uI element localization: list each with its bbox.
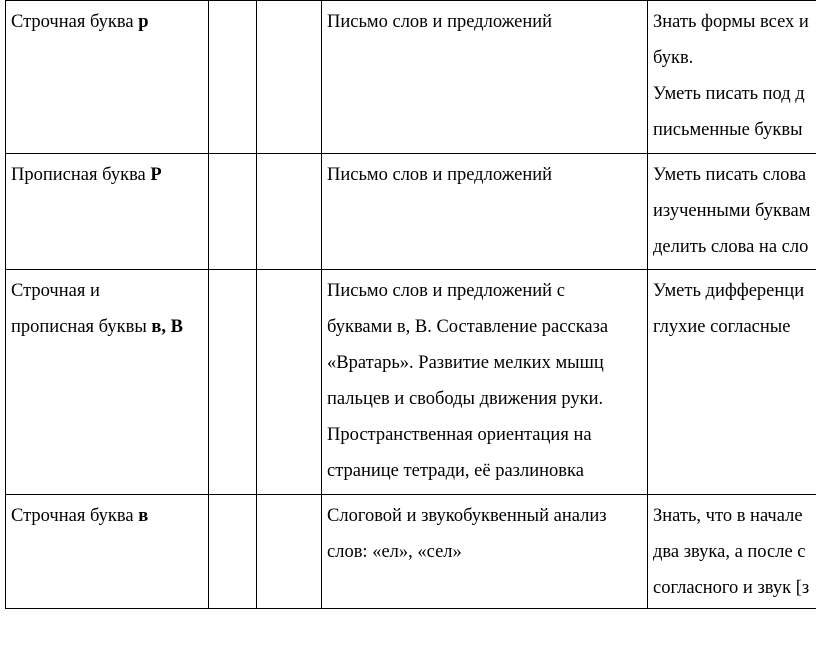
date-cell bbox=[257, 270, 322, 495]
content-line: Письмо слов и предложений bbox=[327, 165, 553, 185]
content-line: Письмо слов и предложений bbox=[327, 12, 553, 32]
topic-cell bbox=[6, 1, 209, 154]
hours-cell bbox=[209, 154, 257, 270]
goal-line: делить слова на сло bbox=[653, 237, 809, 257]
table-row bbox=[6, 154, 816, 270]
content-line: Слоговой и звукобуквенный анализ bbox=[327, 506, 607, 526]
content-line: «Вратарь». Развитие мелких мышц bbox=[327, 353, 604, 373]
topic-cell bbox=[6, 154, 209, 270]
goal-cell bbox=[648, 154, 816, 270]
date-cell bbox=[257, 154, 322, 270]
content-line: буквами в, В. Составление рассказа bbox=[327, 317, 609, 337]
topic-text: Строчная и bbox=[11, 281, 100, 301]
goal-line: Уметь писать слова bbox=[653, 165, 807, 185]
topic-text: прописная буквы bbox=[11, 317, 152, 337]
topic-letter: в bbox=[138, 506, 149, 526]
content-cell bbox=[322, 154, 648, 270]
hours-cell bbox=[209, 495, 257, 609]
hours-cell bbox=[209, 270, 257, 495]
goal-line: Уметь писать под д bbox=[653, 84, 805, 104]
topic-cell bbox=[6, 270, 209, 495]
date-cell bbox=[257, 495, 322, 609]
goal-cell bbox=[648, 270, 816, 495]
goal-line: два звука, а после с bbox=[653, 542, 806, 562]
topic-letter: р bbox=[138, 12, 149, 32]
topic-cell bbox=[6, 495, 209, 609]
content-cell bbox=[322, 270, 648, 495]
goal-line: письменные буквы bbox=[653, 120, 803, 140]
goal-line: глухие согласные bbox=[653, 317, 791, 337]
content-line: странице тетради, её разлиновка bbox=[327, 461, 584, 481]
table-row bbox=[6, 495, 816, 609]
lesson-plan-table bbox=[5, 0, 816, 609]
content-line: пальцев и свободы движения руки. bbox=[327, 389, 604, 409]
goal-cell bbox=[648, 495, 816, 609]
goal-line: Уметь дифференци bbox=[653, 281, 805, 301]
hours-cell bbox=[209, 1, 257, 154]
content-cell bbox=[322, 1, 648, 154]
topic-text: Прописная буква bbox=[11, 165, 151, 185]
table-row bbox=[6, 1, 816, 154]
goal-cell bbox=[648, 1, 816, 154]
date-cell bbox=[257, 1, 322, 154]
goal-line: Знать формы всех и bbox=[653, 12, 809, 32]
content-line: Пространственная ориентация на bbox=[327, 425, 592, 445]
topic-text: Строчная буква bbox=[11, 506, 139, 526]
goal-line: изученными буквам bbox=[653, 201, 811, 221]
goal-line: Знать, что в начале bbox=[653, 506, 803, 526]
table-row bbox=[6, 270, 816, 495]
topic-letter: Р bbox=[150, 165, 162, 185]
content-line: Письмо слов и предложений с bbox=[327, 281, 565, 301]
goal-line: согласного и звук [з bbox=[653, 578, 810, 598]
goal-line: букв. bbox=[653, 48, 694, 68]
content-line: слов: «ел», «сел» bbox=[327, 542, 462, 562]
content-cell bbox=[322, 495, 648, 609]
topic-text: Строчная буква bbox=[11, 12, 139, 32]
topic-letter: в, В bbox=[151, 317, 183, 337]
